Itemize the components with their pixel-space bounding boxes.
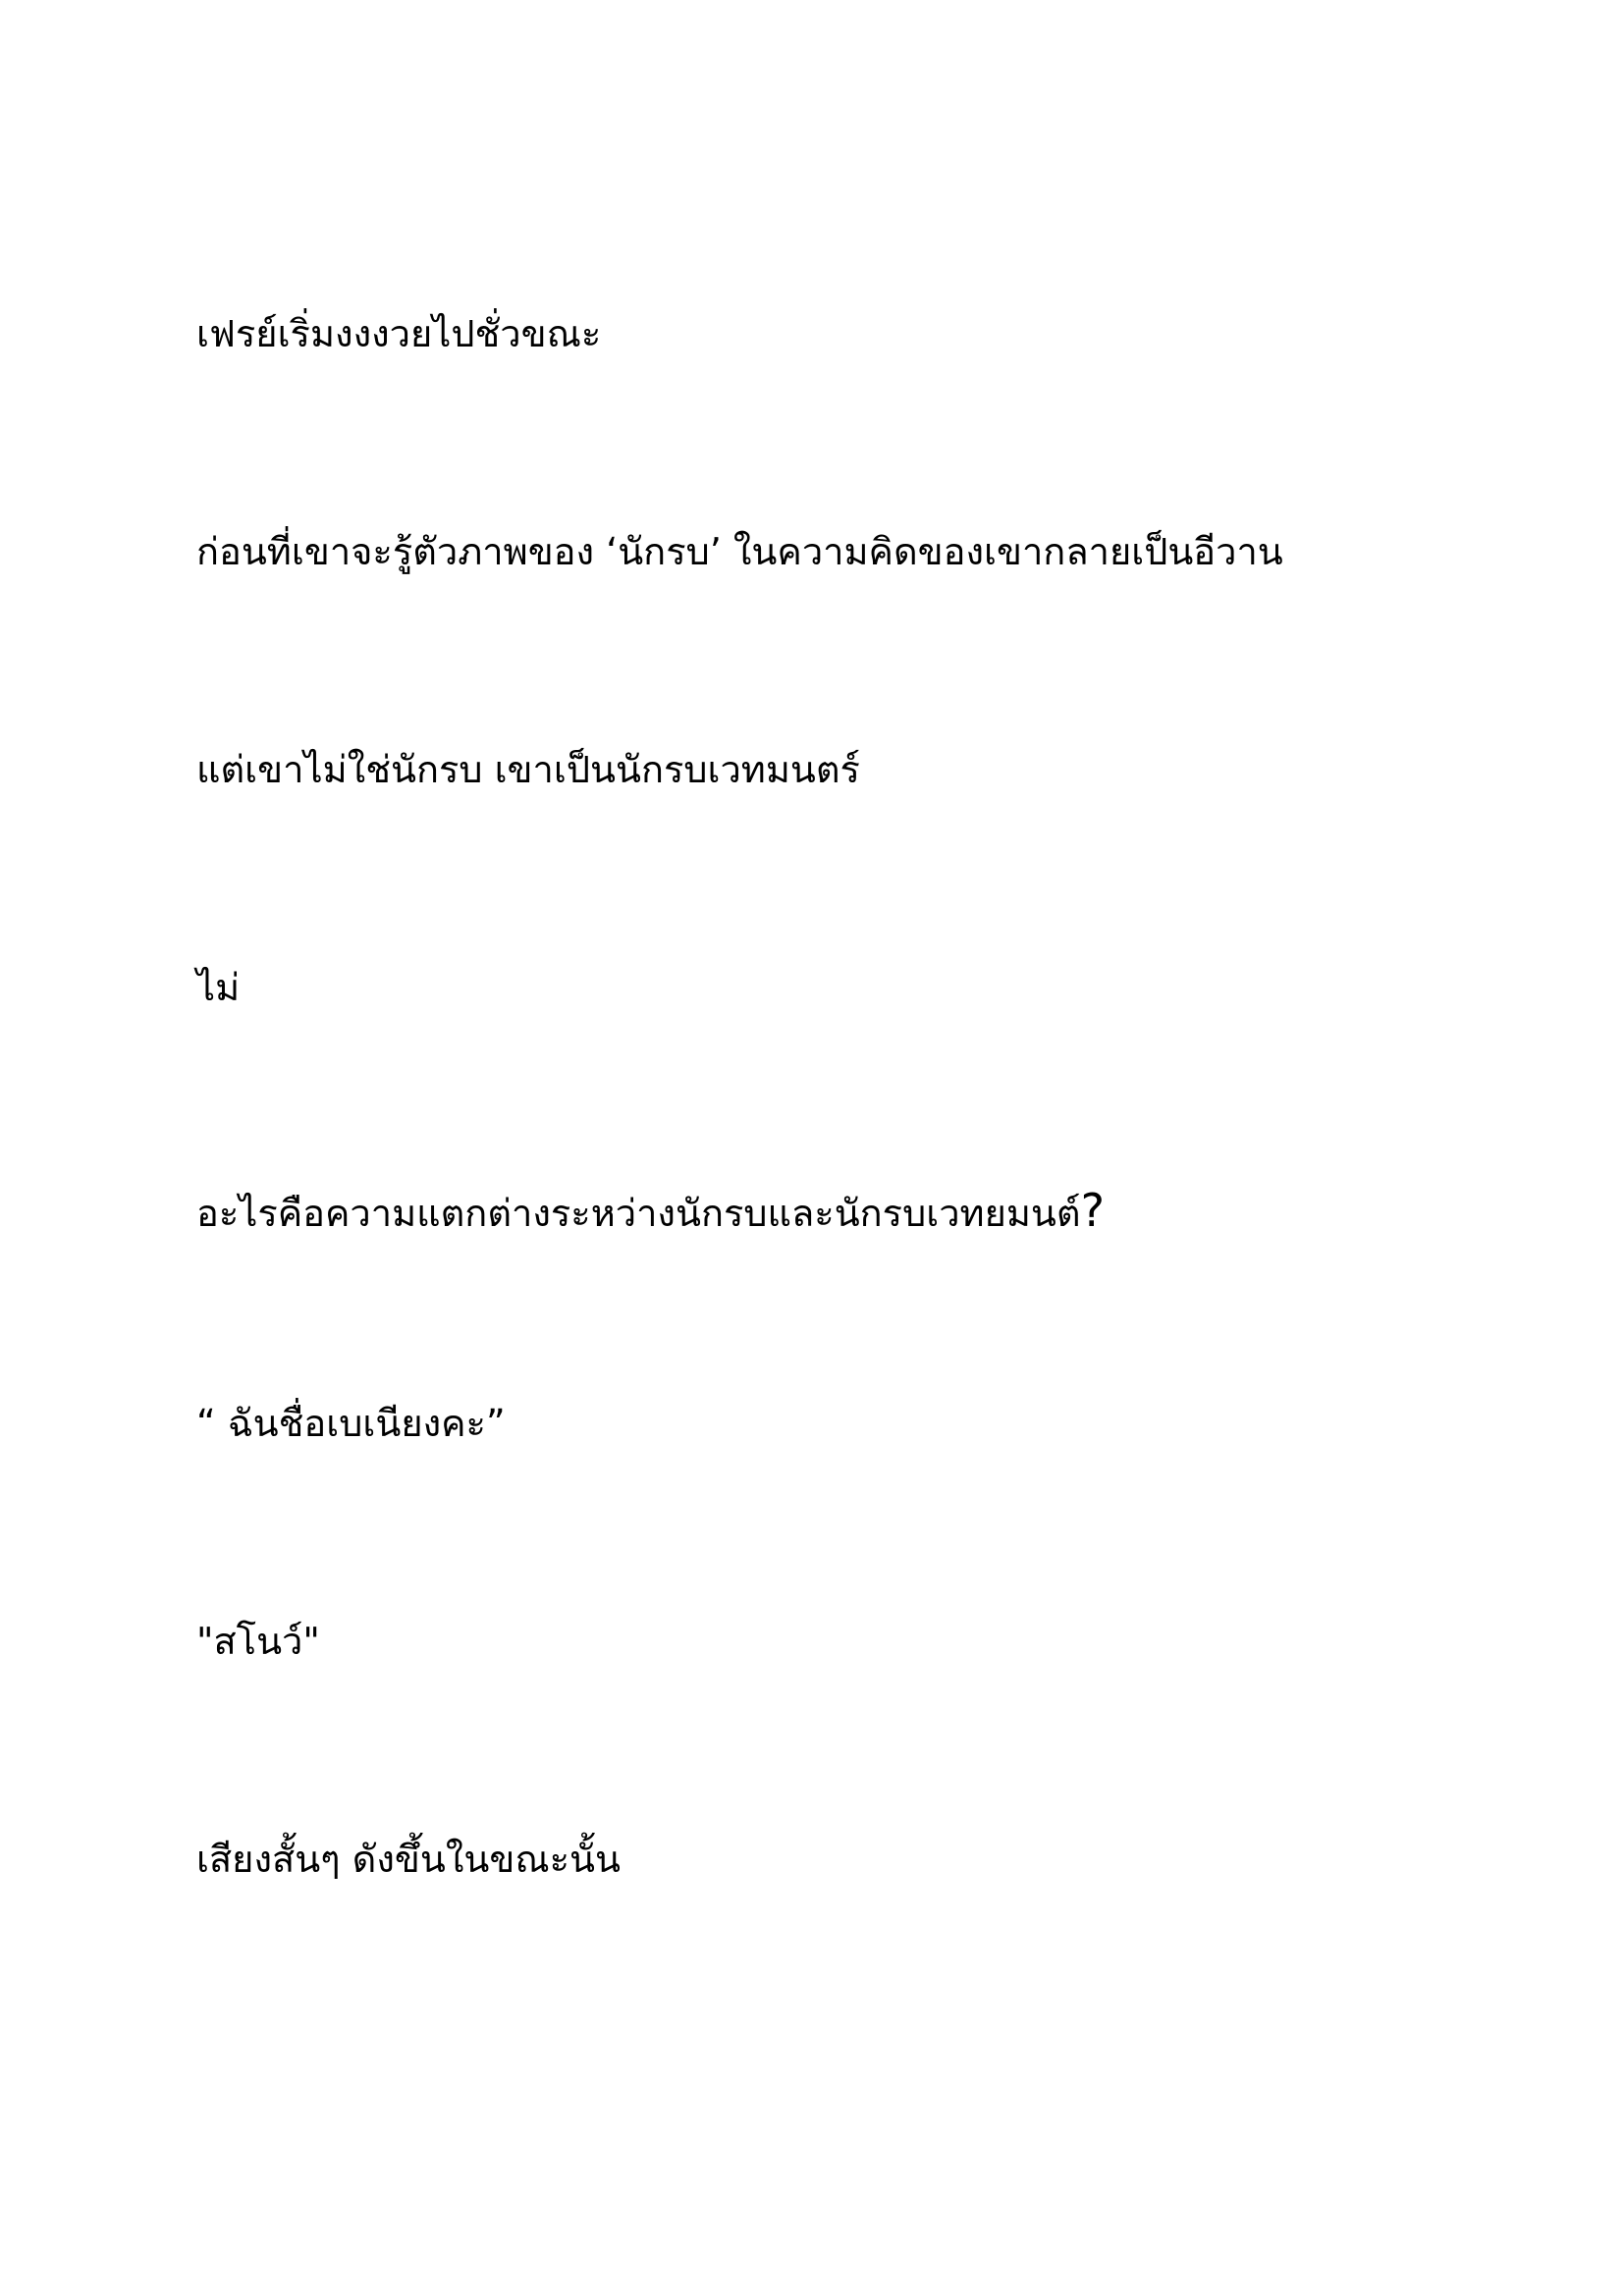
paragraph-5 [196,1184,1105,1238]
paragraph-8: เสียงสั้นๆ ดังขึ้นในขณะนั้น [196,1838,621,1881]
paragraph-3: แต่เขาไม่ใช่นักรบ เขาเป็นนักรบเวทมนตร์ [196,748,860,791]
paragraph-5-text: อะไรคือความแตกต่างระหว่างนักรบและนักรบเวทยมนต์ [196,1192,1081,1235]
paragraph-4: ไม่ [196,966,241,1009]
paragraph-1: เฟรย์เริ่มงงงวยไปชั่วขณะ [196,312,602,355]
question-mark: ? [1080,1184,1105,1237]
paragraph-2: ก่อนที่เขาจะรู้ตัวภาพของ ‘นักรบ’ ในความคิดของเขากลายเป็นอีวาน [196,530,1283,573]
paragraph-6: “ ฉันชื่อเบเนียงคะ” [196,1402,506,1445]
paragraph-7: "สโนว์" [196,1620,320,1663]
